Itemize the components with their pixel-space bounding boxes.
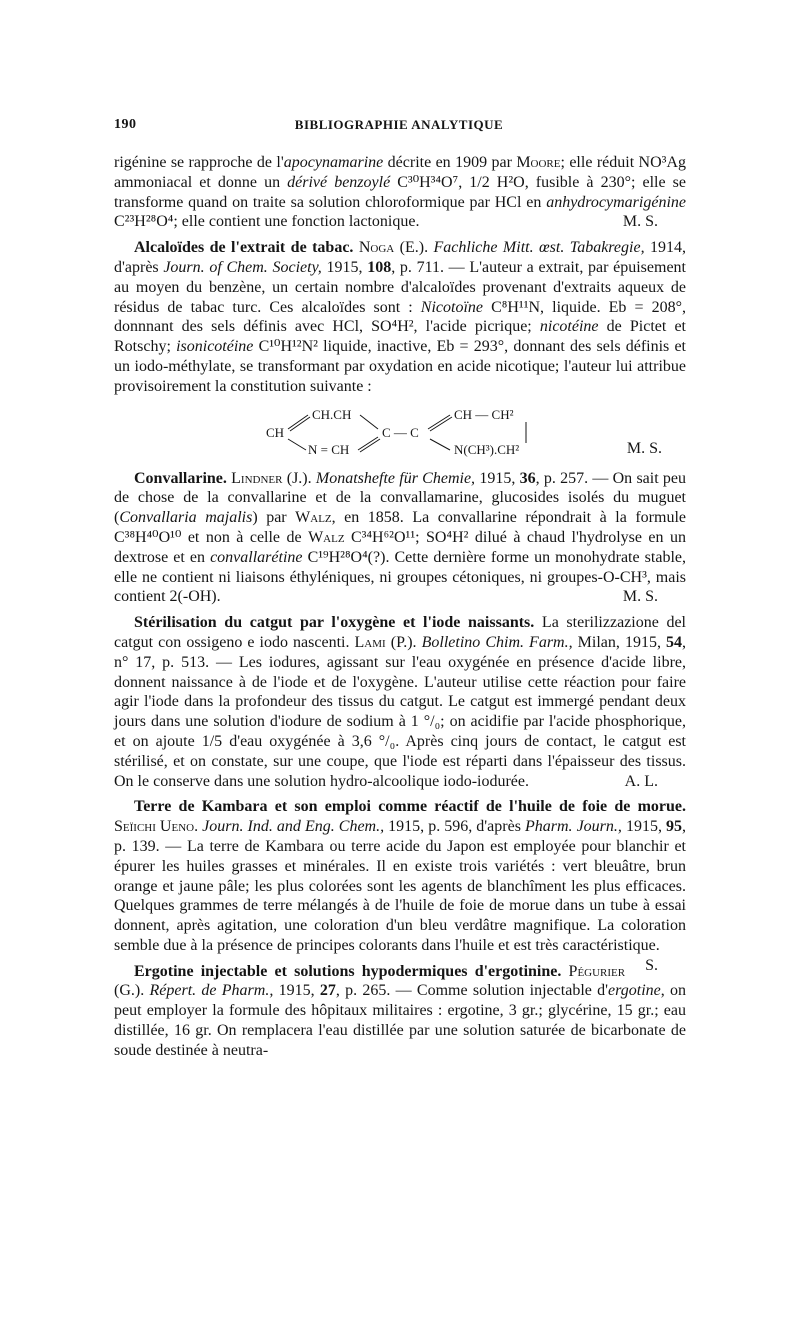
signature: M. S. xyxy=(622,588,658,606)
bond-line xyxy=(360,415,378,429)
text-fragment: C⁸H¹¹N, liquide. Eb = 208°, donnnant des sels définis avec HCl, SO⁴H², l'acide picrique; xyxy=(114,298,687,336)
bond-line xyxy=(430,439,450,450)
text-fragment: décrite en 1909 par xyxy=(383,154,517,171)
volume-number: 95 xyxy=(666,818,683,836)
volume-number: 27 xyxy=(319,982,336,1000)
page-number: 190 xyxy=(114,117,137,132)
text-fragment: 1915, xyxy=(273,982,320,1000)
bond-line xyxy=(288,415,308,429)
journal-name: Répert. de Pharm., xyxy=(149,982,274,1000)
journal-name: Pharm. Journ., xyxy=(524,818,622,836)
italic-term: apocynamarine xyxy=(283,154,384,171)
bond-line xyxy=(290,417,310,431)
italic-term: Convallaria majalis xyxy=(119,509,253,527)
journal-name: Bolletino Chim. Farm., xyxy=(421,633,573,651)
signature: S. xyxy=(645,956,658,974)
author-name: Seïichi Ueno xyxy=(114,818,195,836)
text-fragment: C³⁴H⁶²O¹¹; SO⁴H² dilué à chaud l'hydrolyse en un dextrose et en xyxy=(114,528,686,566)
text-fragment: (E.). xyxy=(394,239,434,257)
text-fragment: , p. 257. — On sait peu de chose de la convallarine et de la convallamarine, glucosides isolés du muguet ( xyxy=(114,469,687,527)
text-fragment: (P.). xyxy=(385,633,422,651)
author-name: Lindner xyxy=(231,469,283,487)
journal-name: Journ. Ind. and Eng. Chem., xyxy=(202,818,385,836)
formula-ch-ch: CH.CH xyxy=(312,406,352,422)
author-name: Moore xyxy=(516,154,561,171)
text-fragment: C²³H²⁸O⁴; elle contient une fonction lactonique. xyxy=(114,213,420,231)
italic-term: nicotéine xyxy=(539,318,599,336)
formula-n-ch: N = CH xyxy=(308,441,350,457)
paragraph-apocynamarine xyxy=(114,153,686,232)
text-fragment: C¹⁹H²⁸O⁴(?). Cette dernière forme un monohydrate stable, elle ne contient ni liaisons éthyléniques, ni groupes cétoniques, ni groupes-O-CH³, mais contient 2(-OH). xyxy=(114,548,686,606)
bond-line xyxy=(288,439,306,450)
signature: M. S. xyxy=(626,439,662,457)
italic-term: isonicotéine xyxy=(176,338,254,356)
text-fragment: C³⁰H³⁴O⁷, 1/2 H²O, fusible à 230°; elle se transforme quand on traite sa solution chloroformique par HCl en xyxy=(114,173,686,211)
text-fragment: , n° 17, p. 513. — Les iodures, agissant sur l'eau oxygénée en présence d'acide libre, donnent naissance à de l'iode et de l'oxygène. L'auteur utilise cette réaction pour faire agir l'iode dans la profondeur des tissus du catgut. Le catgut est immergé pendant deux jours dans une solution d'iodure de sodium à 1 °/₀; on acidifie par l'acide phosphorique, et on ajoute 1/5 d'eau oxygénée à 3,6 °/₀. Après cinq jours de contact, le catgut est stérilisé, et on constate, sur une coupe, que l'iode est réparti dans l'épaisseur des tissus. On le conserve dans une solution hydro-alcoolique iodo-iodurée. xyxy=(114,633,687,790)
text-fragment: , p. 711. — L'auteur a extrait, par épuisement au moyen du benzène, un certain nombre d'alcaloïdes provenant d'extraits aqueux de résidus de tabac turc. Ces alcaloïdes sont : xyxy=(114,258,686,316)
signature: A. L. xyxy=(624,772,658,790)
text-fragment: Milan, 1915, xyxy=(572,633,667,651)
text-fragment: 1915, xyxy=(621,818,667,836)
text-fragment: ; elle réduit NO³Ag ammoniacal et donne un xyxy=(114,154,686,191)
running-title: BIBLIOGRAPHIE ANALYTIQUE xyxy=(294,117,504,132)
journal-name: Monatshefte für Chemie, xyxy=(315,469,476,487)
italic-term: Nicotoïne xyxy=(420,298,484,316)
article-title: Terre de Kambara et son emploi comme réactif de l'huile de foie de morue. xyxy=(134,798,686,816)
body-text xyxy=(114,153,686,1067)
text-fragment: 1915, xyxy=(321,258,368,276)
text-fragment: (J.). xyxy=(282,469,316,487)
text-fragment: de Pictet et Rotschy; xyxy=(114,318,686,356)
text-fragment: C¹⁰H¹²N² liquide, inactive, Eb = 293°, donnant des sels définis et un iodo-méthylate, se transformant par oxydation en acide nicotique; l'auteur lui attribue provisoirement la constitution suivante : xyxy=(114,338,687,395)
bond-line xyxy=(430,417,452,431)
formula-diagram xyxy=(264,403,564,465)
signature: M. S. xyxy=(622,213,658,231)
article-title: Ergotine injectable et solutions hypodermiques d'ergotinine. xyxy=(134,962,562,980)
article-title: Stérilisation du catgut par l'oxygène et l'iode naissants. xyxy=(134,614,535,632)
formula-ch-right: CH — CH² xyxy=(454,406,514,422)
text-fragment: 1915, xyxy=(475,469,520,487)
article-title: Alcaloïdes de l'extrait de tabac. xyxy=(134,239,354,257)
author-name: Walz xyxy=(308,528,345,546)
volume-number: 36 xyxy=(519,469,536,487)
formula-n-ch3: N(CH³).CH² xyxy=(454,441,520,457)
author-name: Lami xyxy=(354,633,386,651)
journal-name: Journ. of Chem. Society, xyxy=(163,258,322,276)
text-fragment: La sterilizzazione del catgut con ossigeno e iodo nascenti. xyxy=(114,614,686,651)
italic-term: dérivé benzoylé xyxy=(287,173,391,191)
text-fragment: , on peut employer la formule des hôpitaux militaires : ergotine, 3 gr.; glycérine, 15 gr.; eau distillée, 16 gr. On remplacera l'eau distillée par une solution saturée de bicarbonate de soude destinée à neutra- xyxy=(114,982,687,1059)
paragraph-sterilisation-catgut xyxy=(114,613,686,791)
journal-name: Fachliche Mitt. œst. Tabakregie, xyxy=(433,239,645,257)
paragraph-ergotine xyxy=(114,962,686,1061)
text-fragment: 1915, p. 596, d'après xyxy=(384,818,525,836)
formula-c-c: C — C xyxy=(382,424,419,440)
italic-term: anhydrocymarigénine xyxy=(546,193,686,211)
italic-term: convallarétine xyxy=(210,548,303,566)
author-name: Pégurier xyxy=(568,962,626,980)
text-fragment: rigénine se rapproche de l' xyxy=(114,154,284,171)
text-fragment: (G.). xyxy=(114,982,150,1000)
bond-line xyxy=(428,415,450,429)
paragraph-alcaloides-tabac xyxy=(114,238,686,396)
paragraph-convallarine xyxy=(114,469,686,608)
author-name: Noga xyxy=(358,239,395,257)
author-name: Walz xyxy=(295,509,332,527)
formula-ch-left: CH xyxy=(266,424,285,440)
volume-number: 108 xyxy=(367,258,392,276)
text-fragment: ) par xyxy=(252,509,296,527)
text-fragment: 1914, d'après xyxy=(114,239,687,276)
bond-line xyxy=(358,437,378,450)
text-fragment: , p. 265. — Comme solution injectable d' xyxy=(335,982,609,1000)
volume-number: 54 xyxy=(666,633,683,651)
chemical-formula xyxy=(114,403,686,465)
italic-term: ergotine xyxy=(608,982,661,1000)
text-fragment: , p. 139. — La terre de Kambara ou terre acide du Japon est employée pour blanchir et épurer les huiles grasses et minérales. Il en existe trois variétés : vert bleuâtre, brun orange et jaune pâle; les plus colorées sont les agents de blanchîment les plus efficaces. Quelques grammes de terre mélangés à de l'huile de foie de morue dans un tube à essai donnent, après agitation, une coloration d'un bleu verdâtre magnifique. La coloration semble due à la présence de principes colorants dans l'huile et est très caractéristique. xyxy=(114,818,687,954)
text-fragment: , en 1858. La convallarine répondrait à la formule C³⁸H⁴⁰O¹⁰ et non à celle de xyxy=(114,509,687,546)
text-fragment: . xyxy=(194,818,203,836)
bond-line xyxy=(360,439,380,452)
page-header xyxy=(114,117,684,139)
article-title: Convallarine. xyxy=(134,469,227,487)
